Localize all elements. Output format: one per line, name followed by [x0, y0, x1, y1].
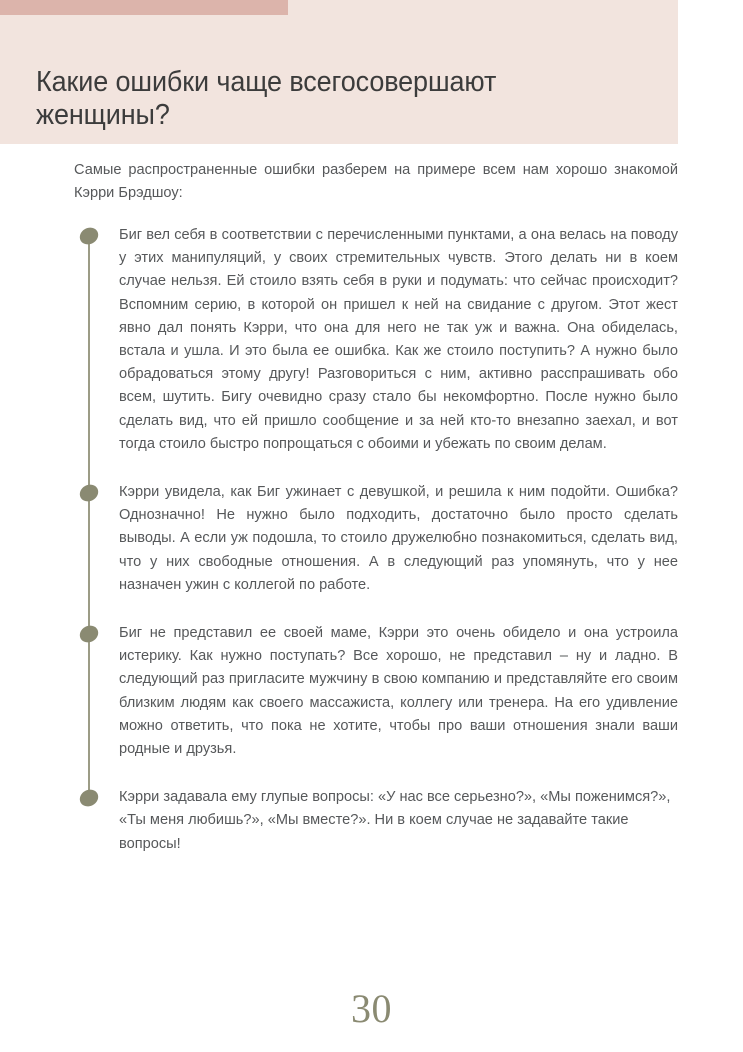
bullet-list — [0, 224, 743, 881]
list-item-text: Биг вел себя в соответствии с перечисленными пунктами, а она велась на поводу у этих манипуляций, у своих стремительных чувств. Этого делать ни в коем случае нельзя. Ей стоило взять себя в руки и подумать: что сейчас происходит? Вспомним серию, в которой он пришел к ней на свидание с другом. Этот жест явно дал понять Кэрри, что она для него не так уж и важна. Она обиделась, встала и ушла. И это была ее ошибка. Как же стоило поступить? А нужно было обрадоваться этому другу! Разговориться с ним, активно расспрашивать обо всем, шутить. Бигу очевидно сразу стало бы некомфортно. После нужно было сделать вид, что ей пришло сообщение и за ней кто-то внезапно заехал, и вот тогда стоило быстро попрощаться с обоими и убежать по своим делам. — [119, 227, 678, 452]
page-title: Какие ошибки чаще всегосовершают женщины? — [36, 66, 497, 131]
leaf-bullet-icon — [78, 483, 101, 509]
leaf-bullet-icon — [78, 226, 101, 252]
list-item-text: Кэрри увидела, как Биг ужинает с девушкой, и решила к ним подойти. Ошибка? Однозначно! Не нужно было подходить, достаточно было просто сделать выводы. А если уж подошла, то стоило дружелюбно познакомиться, сделать вид, что у них свободные отношения. А в следующий раз упомянуть, что у нее назначен ужин с коллегой по работе. — [119, 484, 678, 593]
list-item-text: Кэрри задавала ему глупые вопросы: «У нас все серьезно?», «Мы поженимся?», «Ты меня любишь?», «Мы вместе?». Ни в коем случае не задавайте такие вопросы! — [119, 789, 671, 852]
page-number: 30 — [351, 986, 392, 1031]
leaf-bullet-icon — [78, 624, 101, 650]
list-item — [0, 224, 743, 456]
list-item — [0, 622, 743, 761]
list-item-text: Биг не представил ее своей маме, Кэрри это очень обидело и она устроила истерику. Как нужно поступать? Все хорошо, не представил – ну и ладно. В следующий раз пригласите мужчину в свою компанию и представляйте его своим близким людям как своего массажиста, коллегу или тренера. На его удивление можно ответить, что пока не хотите, чтобы про ваши отношения знали ваши родные и друзья. — [119, 625, 678, 758]
leaf-bullet-icon — [78, 788, 101, 814]
intro-paragraph: Самые распространенные ошибки разберем на примере всем нам хорошо знакомой Кэрри Брэдшоу: — [74, 162, 678, 201]
list-item — [0, 786, 743, 856]
list-item — [0, 481, 743, 597]
header-band — [0, 0, 678, 144]
header-accent-bar — [0, 0, 288, 15]
